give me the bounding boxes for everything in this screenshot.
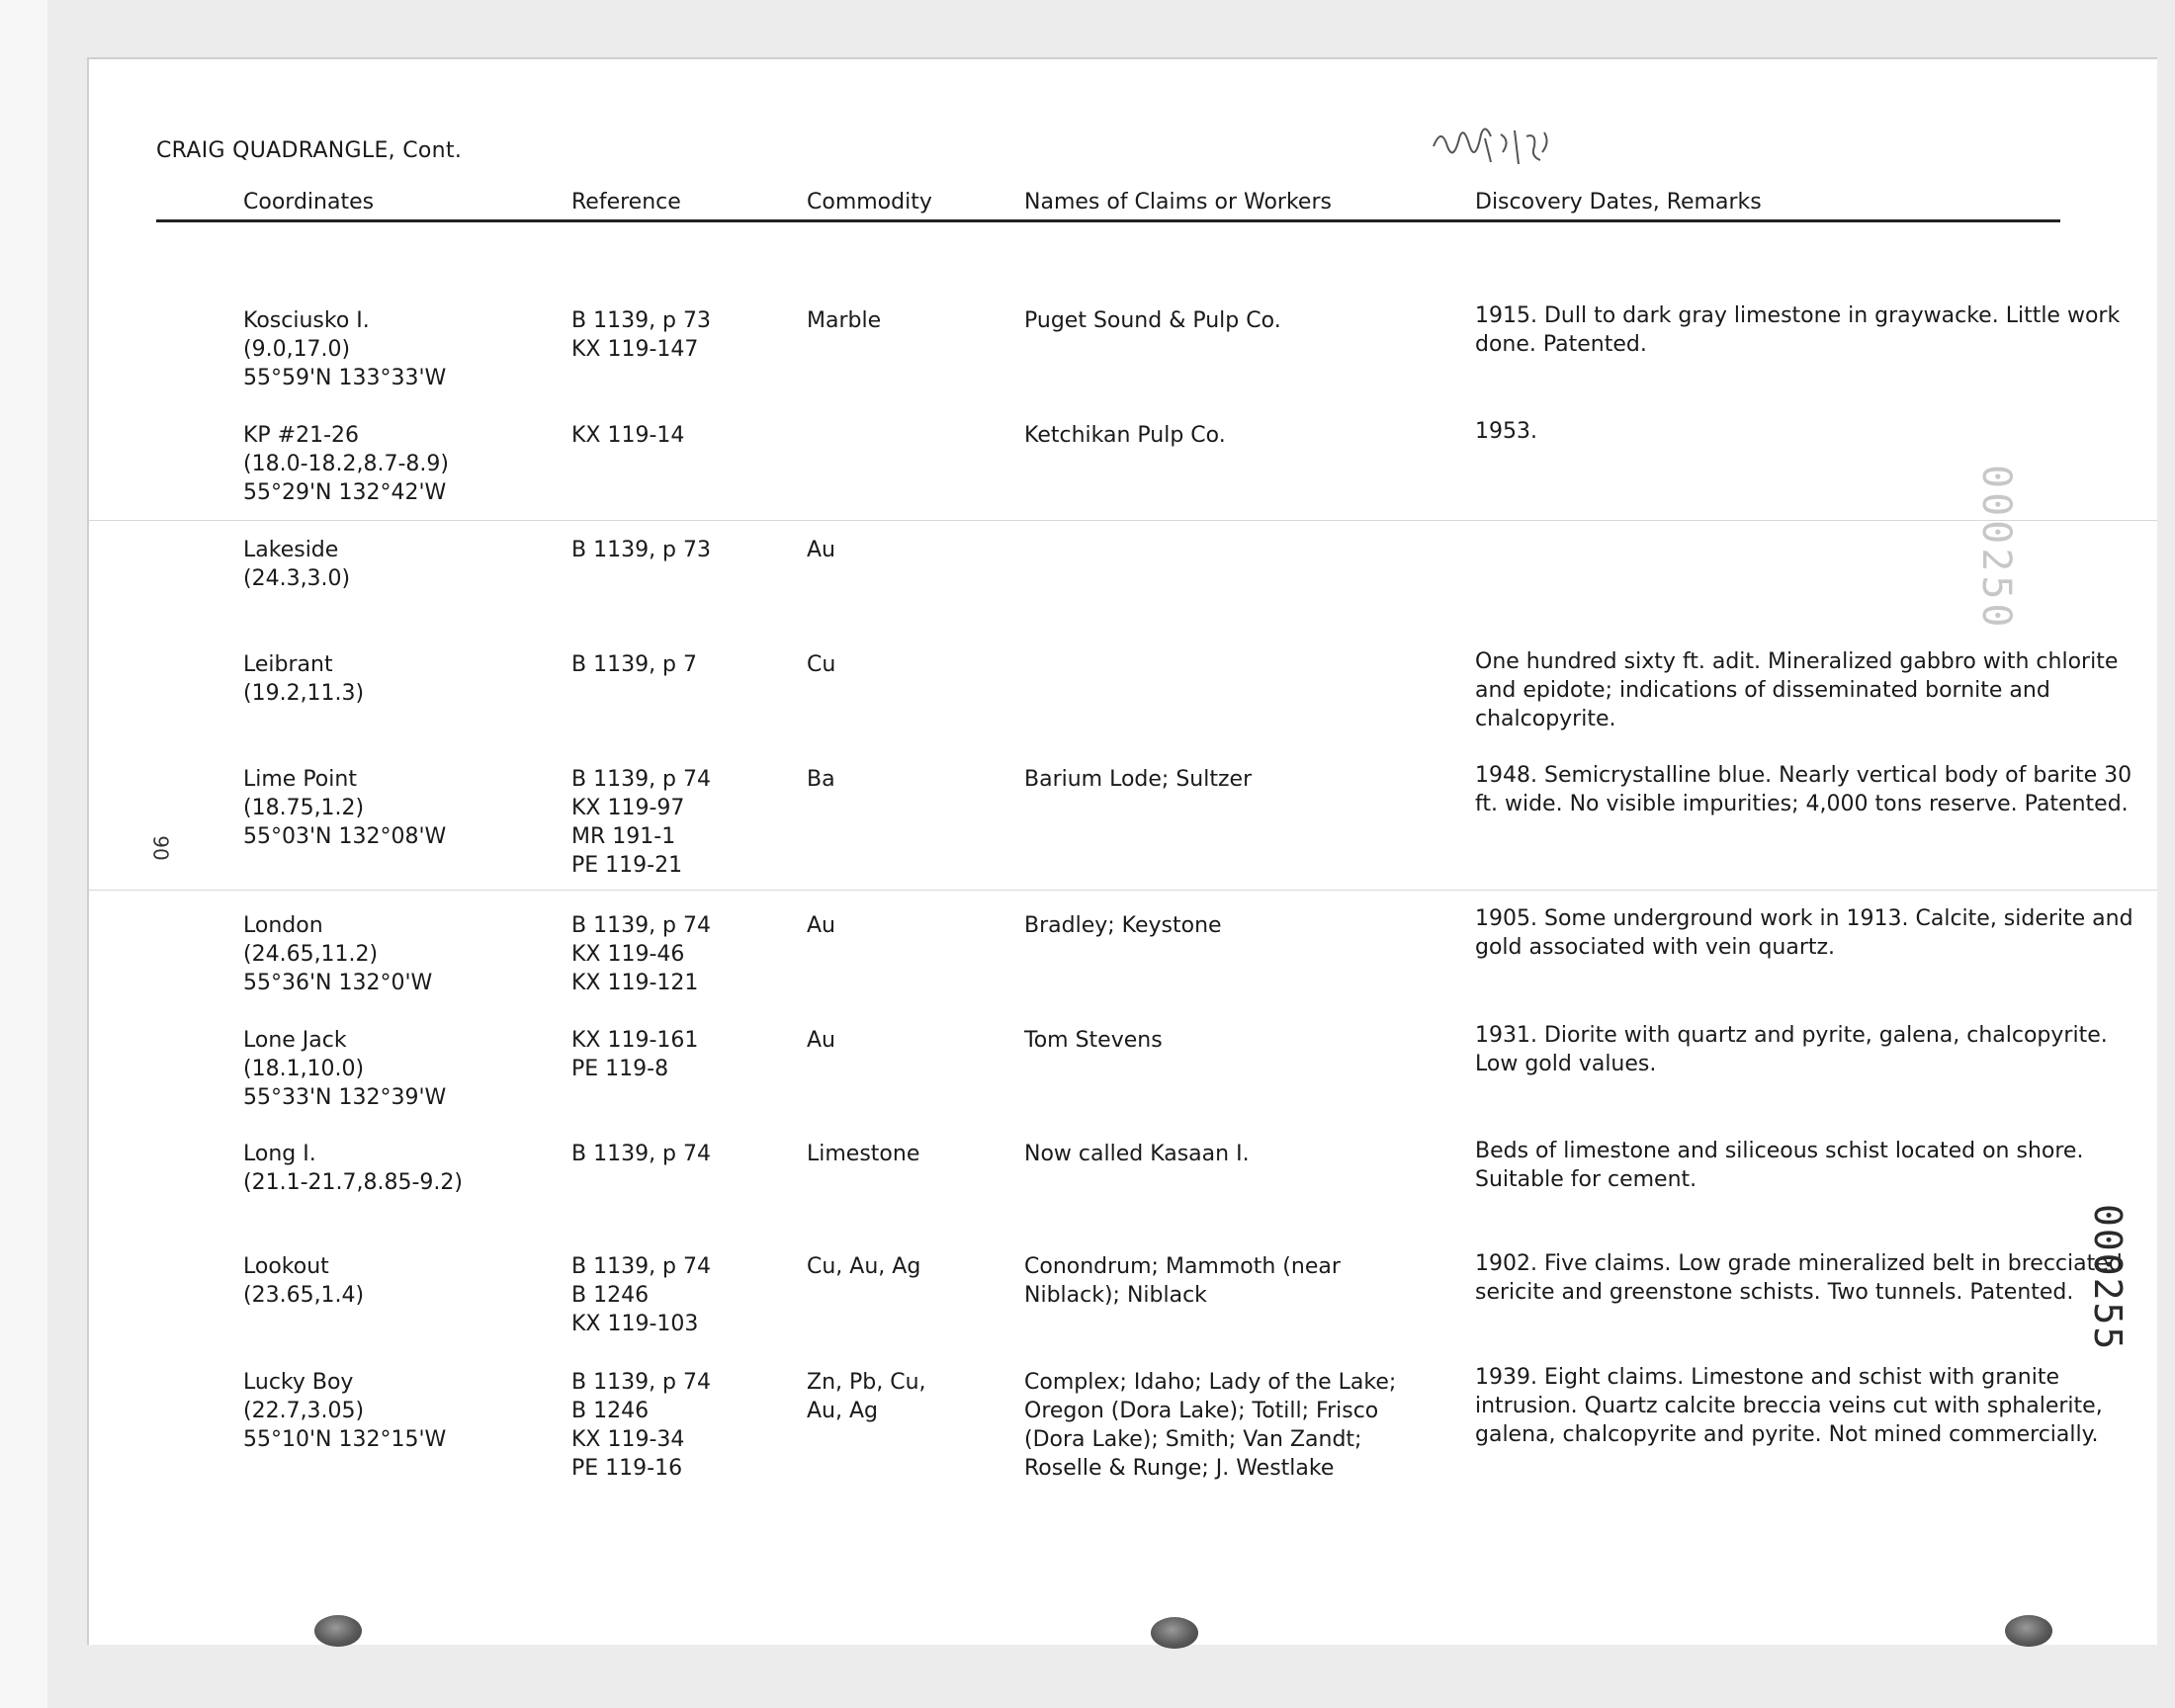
row-london-coordinates: London (24.65,11.2) 55°36'N 132°0'W	[243, 913, 433, 995]
row-kp-names: Ketchikan Pulp Co.	[1024, 423, 1226, 448]
row-kosciusko-coordinates: Kosciusko I. (9.0,17.0) 55°59'N 133°33'W	[243, 308, 447, 390]
row-kosciusko-names: Puget Sound & Pulp Co.	[1024, 308, 1281, 333]
row-lone-jack-commodity: Au	[807, 1028, 835, 1053]
row-london-names: Bradley; Keystone	[1024, 913, 1222, 938]
page-heading: CRAIG QUADRANGLE, Cont.	[156, 138, 463, 163]
row-lookout-commodity: Cu, Au, Ag	[807, 1254, 921, 1279]
column-header-coordinates: Coordinates	[243, 190, 375, 214]
row-london-remarks: 1905. Some underground work in 1913. Calcite, siderite and gold associated with vein quartz.	[1475, 906, 2133, 960]
scan-artifact-line	[89, 890, 2157, 891]
row-lime-point-coordinates: Lime Point (18.75,1.2) 55°03'N 132°08'W	[243, 767, 447, 849]
row-lime-point-names: Barium Lode; Sultzer	[1024, 767, 1253, 792]
row-long-i-reference: B 1139, p 74	[571, 1142, 712, 1166]
row-long-i-remarks: Beds of limestone and siliceous schist located on shore. Suitable for cement.	[1475, 1139, 2084, 1192]
row-kosciusko-commodity: Marble	[807, 308, 882, 333]
row-lime-point-reference: B 1139, p 74 KX 119-97 MR 191-1 PE 119-21	[571, 767, 712, 878]
row-lucky-boy-coordinates: Lucky Boy (22.7,3.05) 55°10'N 132°15'W	[243, 1370, 447, 1452]
row-kp-coordinates: KP #21-26 (18.0-18.2,8.7-8.9) 55°29'N 132°42'W	[243, 423, 449, 505]
row-long-i-commodity: Limestone	[807, 1142, 920, 1166]
row-lakeside-commodity: Au	[807, 538, 835, 562]
row-lookout-reference: B 1139, p 74 B 1246 KX 119-103	[571, 1254, 712, 1336]
header-rule	[156, 219, 2060, 222]
row-lakeside-coordinates: Lakeside (24.3,3.0)	[243, 538, 351, 591]
row-lone-jack-names: Tom Stevens	[1024, 1028, 1163, 1053]
row-lookout-names: Conondrum; Mammoth (near Niblack); Niblack	[1024, 1254, 1341, 1308]
row-lucky-boy-remarks: 1939. Eight claims. Limestone and schist with granite intrusion. Quartz calcite breccia veins cut with sphalerite, galena, chalcopyrite and pyrite. Not mined commercially.	[1475, 1365, 2103, 1447]
row-leibrant-reference: B 1139, p 7	[571, 652, 698, 677]
column-header-remarks: Discovery Dates, Remarks	[1475, 190, 1762, 214]
row-lakeside-reference: B 1139, p 73	[571, 538, 712, 562]
row-leibrant-coordinates: Leibrant (19.2,11.3)	[243, 652, 365, 706]
row-lone-jack-reference: KX 119-161 PE 119-8	[571, 1028, 699, 1081]
punch-hole	[2005, 1615, 2052, 1647]
handwritten-signature	[1416, 117, 1623, 176]
column-header-reference: Reference	[571, 190, 681, 214]
stamp-number-top: 000250	[1973, 465, 2019, 632]
row-lone-jack-remarks: 1931. Diorite with quartz and pyrite, galena, chalcopyrite. Low gold values.	[1475, 1023, 2108, 1076]
row-lucky-boy-commodity: Zn, Pb, Cu, Au, Ag	[807, 1370, 926, 1423]
stamp-number-bottom: 000255	[2086, 1204, 2130, 1352]
scan-margin	[0, 0, 47, 1708]
row-kosciusko-reference: B 1139, p 73 KX 119-147	[571, 308, 712, 362]
row-lucky-boy-reference: B 1139, p 74 B 1246 KX 119-34 PE 119-16	[571, 1370, 712, 1481]
punch-hole	[1151, 1617, 1198, 1649]
row-kp-remarks: 1953.	[1475, 419, 1537, 444]
row-kosciusko-remarks: 1915. Dull to dark gray limestone in graywacke. Little work done. Patented.	[1475, 303, 2121, 357]
punch-hole	[314, 1615, 362, 1647]
page-number: 90	[148, 835, 173, 861]
row-lucky-boy-names: Complex; Idaho; Lady of the Lake; Oregon (Dora Lake); Totill; Frisco (Dora Lake); Smith; Van Zandt; Roselle & Runge; J. Westlake	[1024, 1370, 1397, 1481]
column-header-names: Names of Claims or Workers	[1024, 190, 1332, 214]
column-header-commodity: Commodity	[807, 190, 932, 214]
row-lime-point-commodity: Ba	[807, 767, 835, 792]
row-lime-point-remarks: 1948. Semicrystalline blue. Nearly vertical body of barite 30 ft. wide. No visible impurities; 4,000 tons reserve. Patented.	[1475, 763, 2132, 816]
row-kp-reference: KX 119-14	[571, 423, 685, 448]
scan-artifact-line	[89, 520, 2157, 521]
row-long-i-names: Now called Kasaan I.	[1024, 1142, 1250, 1166]
row-leibrant-commodity: Cu	[807, 652, 836, 677]
row-london-reference: B 1139, p 74 KX 119-46 KX 119-121	[571, 913, 712, 995]
row-london-commodity: Au	[807, 913, 835, 938]
row-lookout-coordinates: Lookout (23.65,1.4)	[243, 1254, 365, 1308]
row-lone-jack-coordinates: Lone Jack (18.1,10.0) 55°33'N 132°39'W	[243, 1028, 447, 1110]
row-leibrant-remarks: One hundred sixty ft. adit. Mineralized gabbro with chlorite and epidote; indications of disseminated bornite and chalcopyrite.	[1475, 649, 2119, 731]
row-long-i-coordinates: Long I. (21.1-21.7,8.85-9.2)	[243, 1142, 463, 1195]
row-lookout-remarks: 1902. Five claims. Low grade mineralized belt in brecciated sericite and greenstone schists. Two tunnels. Patented.	[1475, 1251, 2123, 1305]
